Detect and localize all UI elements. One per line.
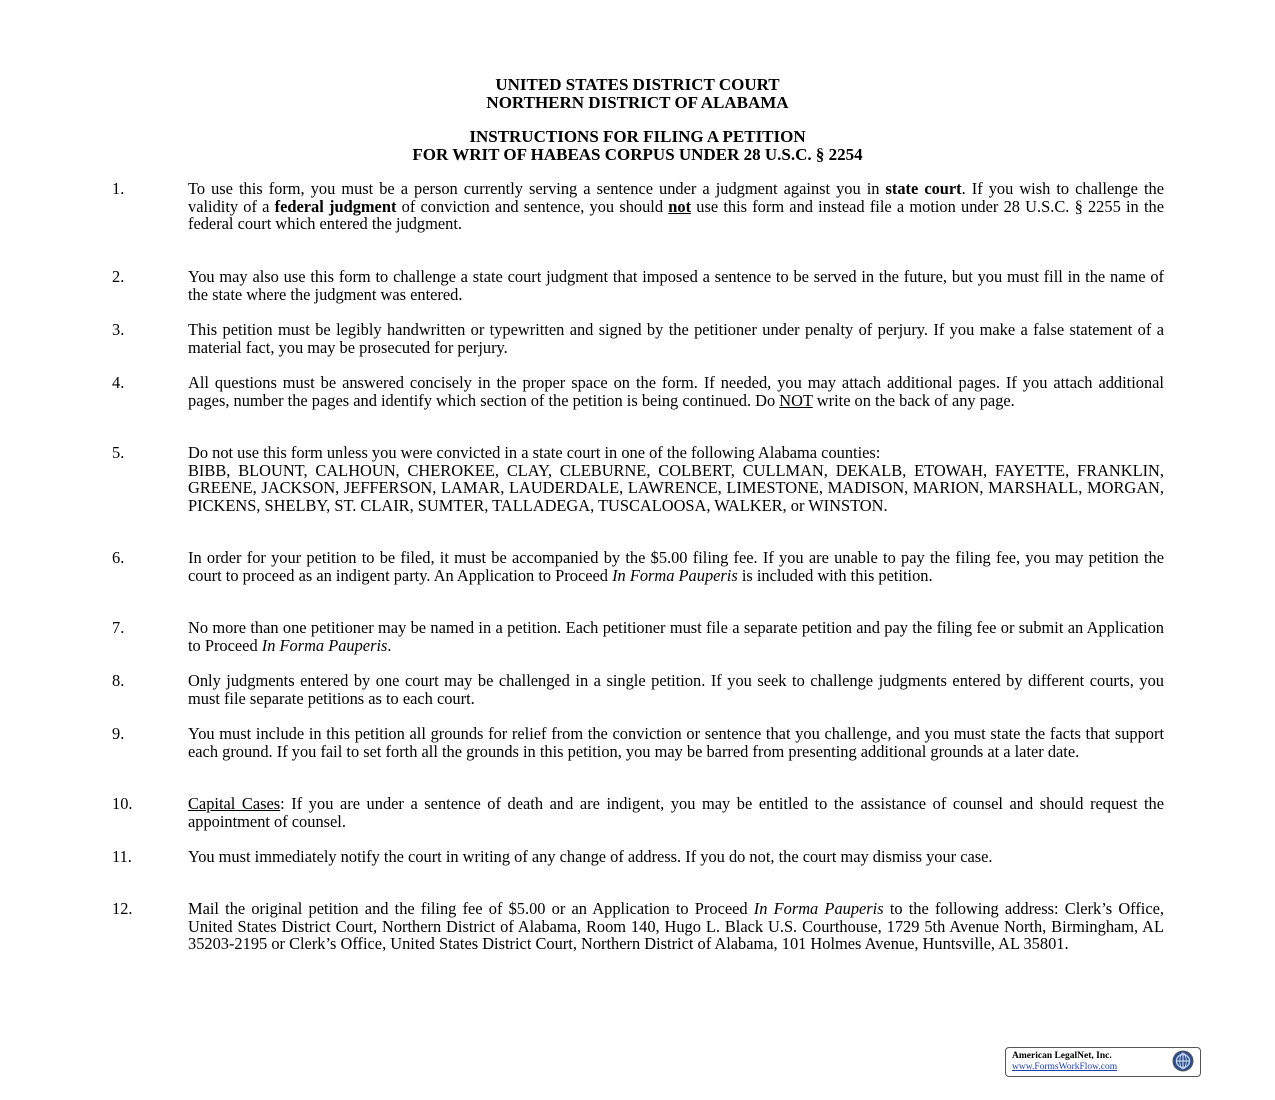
logo-company-name: American LegalNet, Inc. <box>1012 1051 1112 1061</box>
instruction-item-1 <box>112 180 1164 233</box>
instruction-item-2 <box>112 268 1164 303</box>
instruction-item-10 <box>112 795 1164 830</box>
item-number: 6. <box>112 548 125 567</box>
instruction-item-8 <box>112 672 1164 707</box>
item-text: You must include in this petition all grounds for relief from the conviction or sentence that you challenge, and you must state the facts that support each ground. If you fail to set forth all the grounds in this petition, you may be barred from presenting additional grounds at a later date. <box>188 724 1164 761</box>
logo-url-link[interactable]: www.FormsWorkFlow.com <box>1012 1062 1118 1072</box>
court-name: UNITED STATES DISTRICT COURT <box>495 75 780 94</box>
item-intro: Do not use this form unless you were convicted in a state court in one of the following Alabama counties: <box>188 443 881 462</box>
item-text: Only judgments entered by one court may be challenged in a single petition. If you seek to challenge judgments entered by different courts, you must file separate petitions as to each court. <box>188 671 1164 708</box>
item-text: This petition must be legibly handwritten or typewritten and signed by the petitioner under penalty of perjury. If you make a false statement of a material fact, you may be prosecuted for perjury. <box>188 320 1164 357</box>
emphasis-state-court: state court <box>885 179 962 198</box>
county-list: BIBB, BLOUNT, CALHOUN, CHEROKEE, CLAY, CLEBURNE, COLBERT, CULLMAN, DEKALB, ETOWAH, FAYETTE, FRANKLIN, GREENE, JACKSON, JEFFERSON, LAMAR, LAUDERDALE, LAWRENCE, LIMESTONE, MADISON, MARION, MARSHALL, MORGAN, PICKENS, SHELBY, ST. CLAIR, SUMTER, TALLADEGA, TUSCALOOSA, WALKER, or WINSTON. <box>188 460 1164 515</box>
instruction-item-6 <box>112 549 1164 584</box>
item-text: All questions must be answered concisely in the proper space on the form. If needed, you may attach additional pages. If you attach additional pages, number the pages and identify which section of the petition is being continued. Do NOT write on the back of any page. <box>188 373 1164 410</box>
instruction-item-9 <box>112 725 1164 760</box>
item-number: 5. <box>112 443 125 462</box>
document-title <box>0 128 1275 164</box>
emphasis-federal-judgment: federal judgment <box>274 196 397 216</box>
item-text <box>188 444 1164 514</box>
item-text: You must immediately notify the court in writing of any change of address. If you do not, the court may dismiss your case. <box>188 847 993 866</box>
emphasis-not: NOT <box>779 390 813 410</box>
item-number: 3. <box>112 320 125 339</box>
item-number: 1. <box>112 179 125 198</box>
item-text: Mail the original petition and the filing fee of $5.00 or an Application to Proceed In Forma Pauperis to the following address: Clerk’s Office, United States District Court, Northern District of Alabama, Room 140, Hugo L. Black U.S. Courthouse, 1729 5th Avenue North, Birmingham, AL 35203-2195 or Clerk’s Office, United States District Court, Northern District of Alabama, 101 Holmes Avenue, Huntsville, AL 35801. <box>188 899 1164 954</box>
item-number: 2. <box>112 267 125 286</box>
item-number: 8. <box>112 671 125 690</box>
item-text: You may also use this form to challenge a state court judgment that imposed a sentence to be served in the future, but you must fill in the name of the state where the judgment was entered. <box>188 267 1164 304</box>
instruction-item-7 <box>112 619 1164 654</box>
instruction-item-12 <box>112 900 1164 953</box>
item-text: Capital Cases: If you are under a sentence of death and are indigent, you may be entitled to the assistance of counsel and should request the appointment of counsel. <box>188 794 1164 831</box>
item-number: 9. <box>112 724 125 743</box>
instruction-item-4 <box>112 374 1164 409</box>
emphasis-not: not <box>668 196 692 216</box>
item-number: 4. <box>112 373 125 392</box>
item-number: 11. <box>112 847 132 866</box>
district-name: NORTHERN DISTRICT OF ALABAMA <box>486 93 789 112</box>
court-heading <box>0 76 1275 112</box>
item-text: In order for your petition to be filed, it must be accompanied by the $5.00 filing fee. If you are unable to pay the filing fee, you may petition the court to proceed as an indigent party. An Application to Proceed In Forma Pauperis is included with this petition. <box>188 548 1164 585</box>
item-text: To use this form, you must be a person currently serving a sentence under a judgment against you in state court. If you wish to challenge the validity of a federal judgment of conviction and sentence, you should not use this form and instead file a motion under 28 U.S.C. § 2255 in the federal court which entered the judgment. <box>188 179 1164 234</box>
item-text: No more than one petitioner may be named in a petition. Each petitioner must file a separate petition and pay the filing fee or submit an Application to Proceed In Forma Pauperis. <box>188 618 1164 655</box>
item-number: 12. <box>112 899 133 918</box>
instruction-item-5 <box>112 444 1164 514</box>
american-legalnet-logo[interactable] <box>1005 1047 1201 1077</box>
item-number: 10. <box>112 794 133 813</box>
instruction-item-3 <box>112 321 1164 356</box>
title-line-2: FOR WRIT OF HABEAS CORPUS UNDER 28 U.S.C. § 2254 <box>412 145 863 164</box>
globe-icon <box>1172 1050 1194 1072</box>
instruction-item-11 <box>112 848 1164 866</box>
capital-cases-label: Capital Cases <box>188 794 281 813</box>
title-line-1: INSTRUCTIONS FOR FILING A PETITION <box>469 127 806 146</box>
item-number: 7. <box>112 618 125 637</box>
